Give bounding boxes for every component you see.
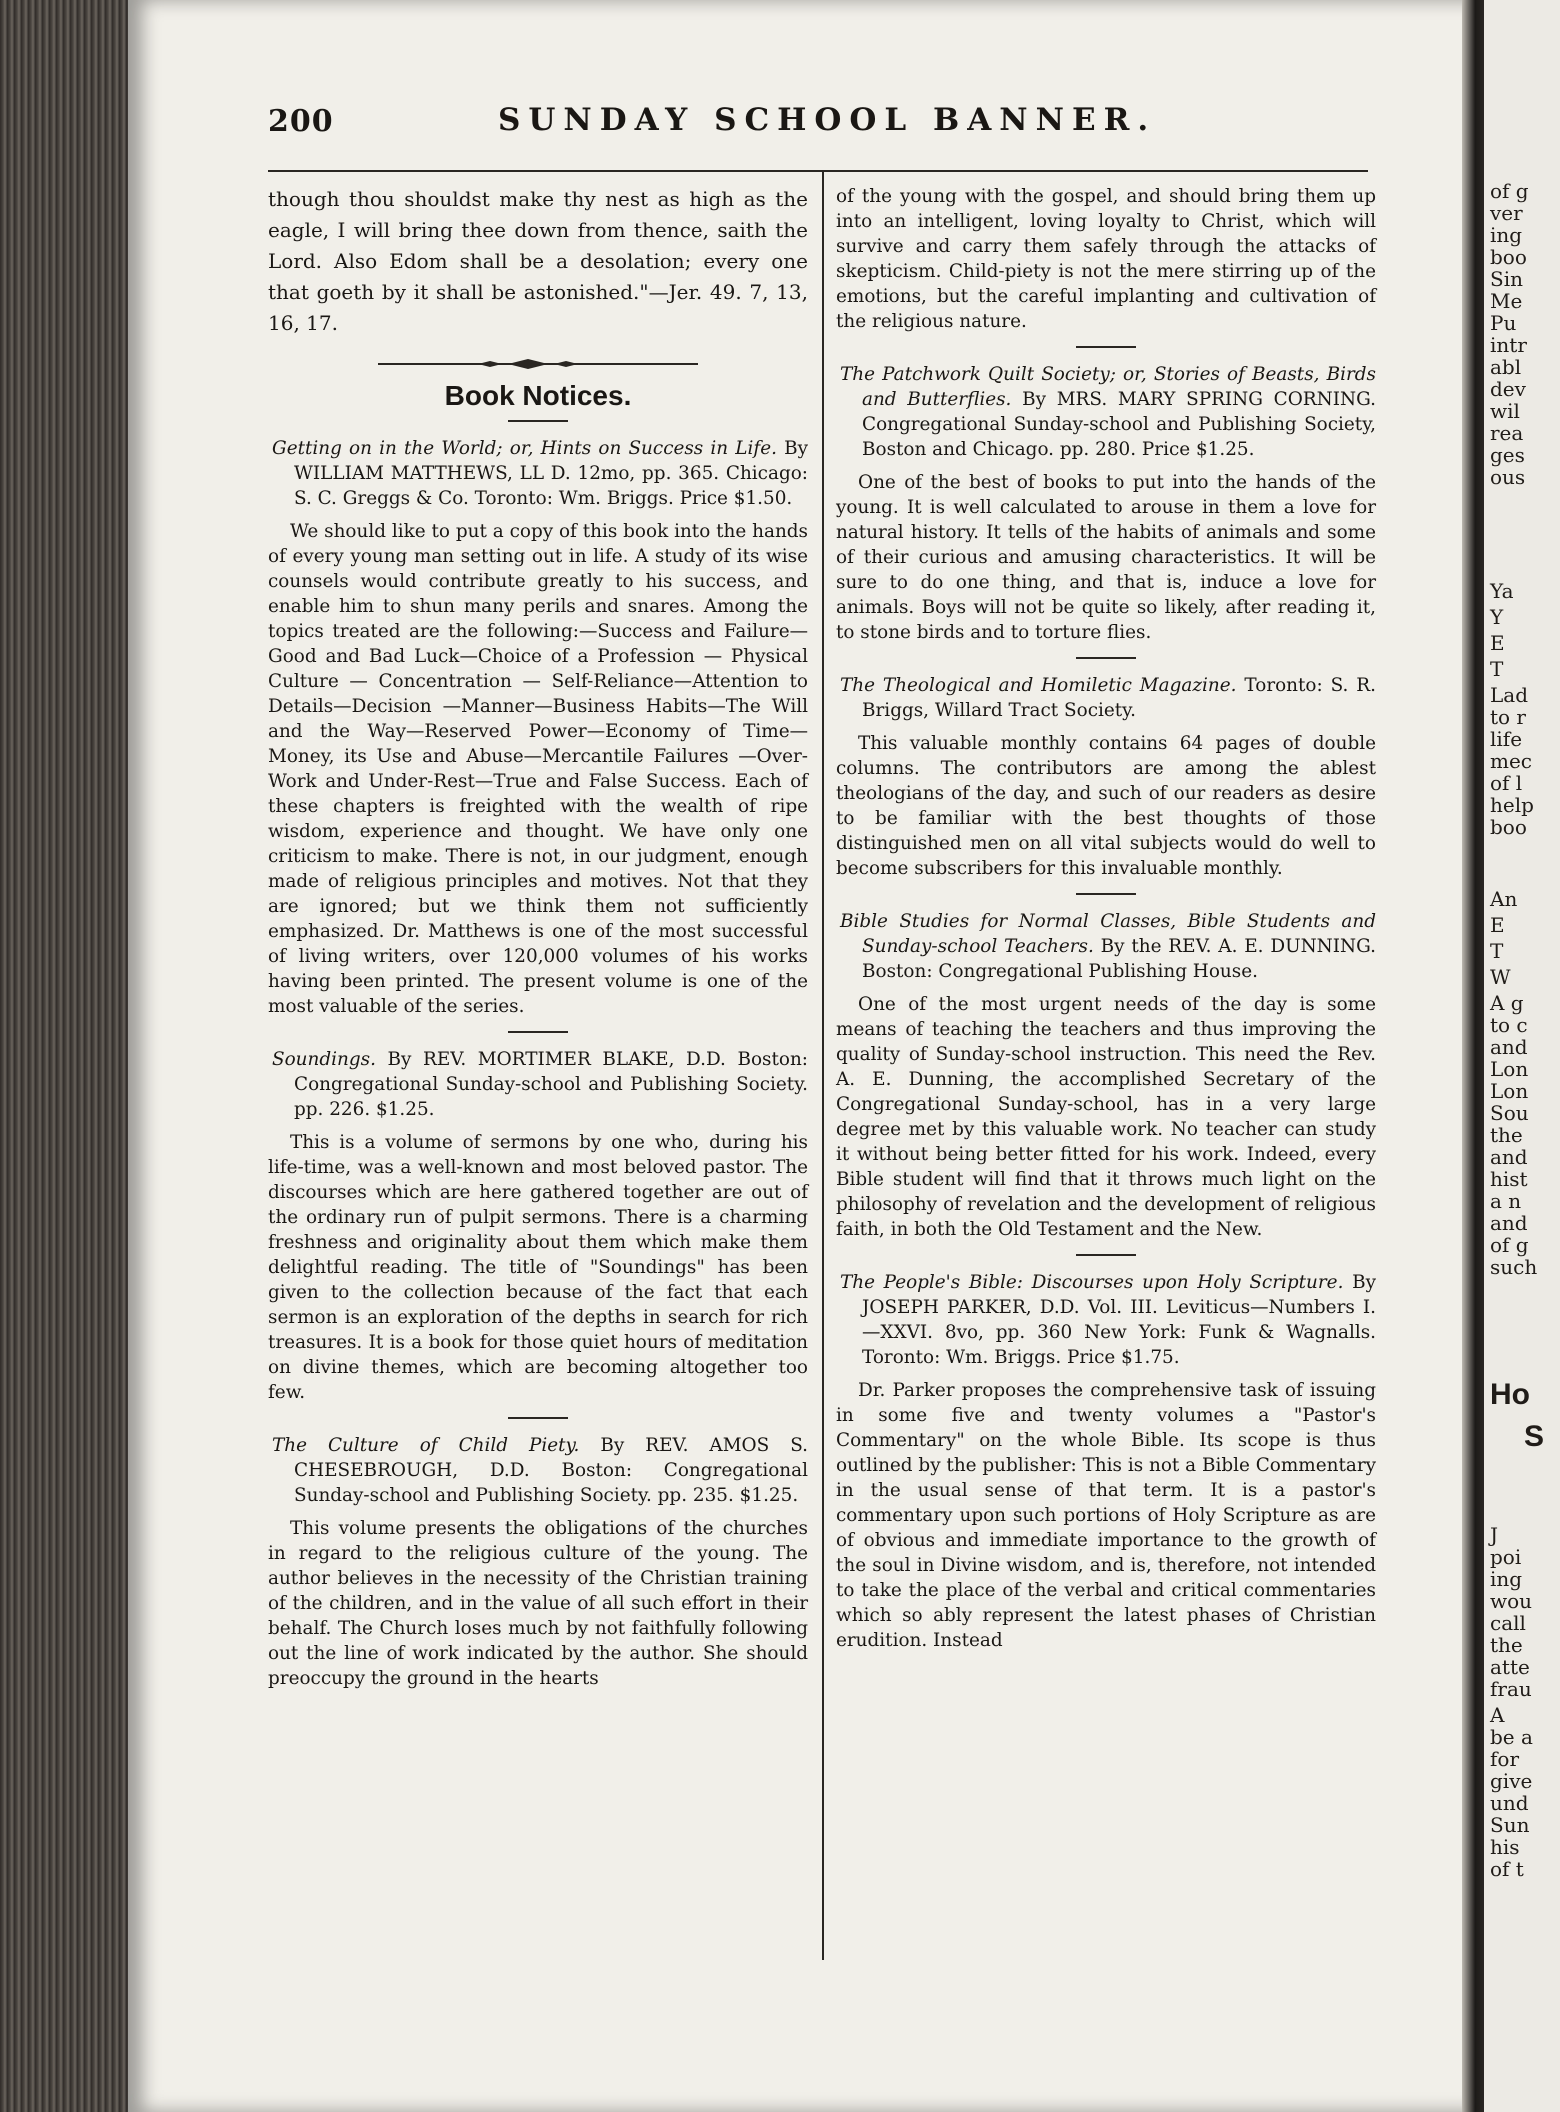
short-rule — [1076, 657, 1136, 659]
facing-page-fragment: poi — [1490, 1545, 1522, 1569]
facing-page-fragment: Pu — [1490, 311, 1517, 335]
facing-page-fragment: Lad — [1490, 683, 1529, 707]
notice-title: Soundings. — [272, 1049, 376, 1070]
header-rule — [268, 170, 1368, 172]
notice-review: This is a volume of sermons by one who, during his life-time, was a well-known and most beloved pastor. The discourses which are here gathered together are out of the ordinary run of pulpit sermons. There is a charming freshness and originality about them which make them delightful reading. The title of "Soundings" has been given to the collection because of the fact that each sermon is an exploration of the depths in search for rich treasures. It is a book for those quiet hours of meditation on divine themes, which are becoming altogether too few. — [268, 1132, 808, 1403]
facing-page-fragment: Sun — [1490, 1813, 1530, 1837]
facing-page-fragment: life — [1490, 727, 1523, 751]
notice-citation — [268, 1433, 808, 1508]
facing-page-fragment: of l — [1490, 771, 1523, 795]
facing-page-fragment: Sou — [1490, 1101, 1529, 1125]
facing-page-fragment: E — [1490, 631, 1505, 655]
facing-page-fragment: wil — [1490, 399, 1520, 423]
notice-review: We should like to put a copy of this book into the hands of every young man setting out in life. A study of its wise counsels would contribute greatly to his success, and enable him to shun many perils and snares. Among the topics treated are the following:—Success and Failure—Good and Bad Luck—Choice of a Profession — Physical Culture — Concentration — Self-Reliance—Attention to Details—Decision —Manner—Business Habits—The Will and the Way—Reserved Power—Economy of Time—Money, its Use and Abuse—Mercantile Failures —Over-Work and Under-Rest—True and False Success. Each of these chapters is freighted with the wealth of ripe wisdom, experience and thought. We have only one criticism to make. There is not, in our judgment, enough made of religious principles and motives. Not that they are ignored; but we think them not sufficiently emphasized. Dr. Matthews is one of the most successful of living writers, over 120,000 volumes of his works having been printed. The present volume is one of the most valuable of the series. — [268, 521, 808, 1017]
facing-page-fragment: T — [1490, 939, 1504, 963]
facing-page-fragment: to r — [1490, 705, 1526, 729]
notice-details: By MRS. MARY SPRING CORNING. Congregational Sunday-school and Publishing Society, Boston and Chicago. pp. 280. Price $1.25. — [862, 389, 1376, 460]
facing-page-fragment: boo — [1490, 245, 1527, 269]
left-column — [268, 184, 808, 1693]
notice-citation — [836, 1270, 1376, 1370]
facing-page-fragment: of t — [1490, 1857, 1524, 1881]
facing-page-fragment: mec — [1490, 749, 1533, 773]
facing-page-fragment: ges — [1490, 443, 1525, 467]
short-rule — [508, 420, 568, 422]
notice-citation — [836, 362, 1376, 462]
facing-page-fragment: such — [1490, 1255, 1538, 1279]
facing-page-fragment: Me — [1490, 289, 1523, 313]
notice-title: The Culture of Child Piety. — [272, 1435, 580, 1456]
notice-title: Bible Studies for Normal Classes, Bible Students and Sunday-school Teachers. — [840, 911, 1376, 957]
facing-page-fragment: ous — [1490, 465, 1526, 489]
section-title: Book Notices. — [444, 380, 632, 411]
facing-page-fragment: rea — [1490, 421, 1524, 445]
facing-page-fragment: atte — [1490, 1655, 1530, 1679]
facing-page-fragment: T — [1490, 657, 1504, 681]
facing-page-fragment: ing — [1490, 1567, 1523, 1591]
facing-page-fragment: E — [1490, 913, 1505, 937]
facing-page-fragment: and — [1490, 1211, 1528, 1235]
facing-page-fragment: Y — [1490, 605, 1504, 629]
short-rule — [1076, 346, 1136, 348]
notice-details: By REV. MORTIMER BLAKE, D.D. Boston: Congregational Sunday-school and Publishing Society. pp. 226. $1.25. — [294, 1049, 808, 1120]
short-rule — [1076, 1254, 1136, 1256]
page-number: 200 — [268, 104, 334, 139]
facing-page-edge — [1484, 0, 1560, 2112]
notice-review: One of the most urgent needs of the day is some means of teaching the teachers and thus improving the quality of Sunday-school instruction. This need the Rev. A. E. Dunning, the accomplished Secretary of the Congregational Sunday-school, has in a very large degree met by this valuable work. No teacher can study it without being better fitted for his work. Indeed, every Bible student will find that it throws much light on the philosophy of revelation and the development of religious faith, in both the Old Testament and the New. — [836, 994, 1376, 1240]
notice-title: The Theological and Homiletic Magazine. — [840, 675, 1237, 696]
facing-page-fragment: for — [1490, 1747, 1520, 1771]
page-header — [268, 104, 1168, 154]
notice-citation — [836, 673, 1376, 723]
facing-page-fragment: Ya — [1490, 579, 1514, 603]
notice-details: By JOSEPH PARKER, D.D. Vol. III. Leviticus—Numbers I.—XXVI. 8vo, pp. 360 New York: Funk & Wagnalls. Toronto: Wm. Briggs. Price $1.75. — [862, 1272, 1376, 1368]
right-column — [836, 184, 1376, 1655]
notice-review: This valuable monthly contains 64 pages of double columns. The contributors are among the ablest theologians of the day, and such of our readers as desire to be familiar with the best thoughts of those distinguished men on all vital subjects would do well to become subscribers for this invaluable monthly. — [836, 733, 1376, 879]
facing-page-fragment: his — [1490, 1835, 1520, 1859]
facing-page-fragment: a n — [1490, 1189, 1522, 1213]
running-title: SUNDAY SCHOOL BANNER. — [498, 102, 1157, 138]
facing-page-fragment: and — [1490, 1145, 1528, 1169]
notice-citation — [268, 436, 808, 511]
review-continuation: of the young with the gospel, and should bring them up into an intelligent, loving loyalty to Christ, which will survive and carry them safely through the attacks of skepticism. Child-piety is not the mere stirring up of the emotions, but the careful implanting and cultivation of the religious nature. — [836, 186, 1376, 332]
notice-details: By REV. AMOS S. CHESEBROUGH, D.D. Boston: Congregational Sunday-school and Publishing Society. pp. 235. $1.25. — [294, 1435, 808, 1506]
facing-page-fragment: Lon — [1490, 1079, 1529, 1103]
facing-page-fragment: S — [1524, 1420, 1545, 1453]
notice-review: This volume presents the obligations of the churches in regard to the religious culture of the young. The author believes in the necessity of the Christian training of the children, and in the value of all such effort in their behalf. The Church loses much by not faithfully following out the line of work indicated by the author. She should preoccupy the ground in the hearts — [268, 1518, 808, 1689]
facing-page-fragment: the — [1490, 1633, 1523, 1657]
facing-page-fragment: Lon — [1490, 1057, 1529, 1081]
scripture-ending: though thou shouldst make thy nest as high as the eagle, I will bring thee down from thence, saith the Lord. Also Edom shall be a desolation; every one that goeth by it shall be astonished."—Jer. 49. 7, 13, 16, 17. — [268, 187, 808, 335]
notice-details: By the REV. A. E. DUNNING. Boston: Congregational Publishing House. — [862, 936, 1376, 982]
facing-page-fragment: A — [1490, 1703, 1505, 1727]
facing-page-fragment: W — [1490, 965, 1511, 989]
notice-citation — [836, 909, 1376, 984]
facing-page-fragment: intr — [1490, 333, 1527, 357]
notice-details: By WILLIAM MATTHEWS, LL D. 12mo, pp. 365. Chicago: S. C. Greggs & Co. Toronto: Wm. Briggs. Price $1.50. — [294, 438, 808, 509]
facing-page-fragment: wou — [1490, 1589, 1533, 1613]
short-rule — [1076, 893, 1136, 895]
facing-page-fragment: boo — [1490, 815, 1527, 839]
short-rule — [508, 1417, 568, 1419]
facing-page-fragment: of g — [1490, 1233, 1529, 1257]
short-rule — [508, 1031, 568, 1033]
facing-page-fragment: help — [1490, 793, 1534, 817]
facing-page-fragment: frau — [1490, 1677, 1532, 1701]
facing-page-fragment: ver — [1490, 201, 1523, 225]
notice-review: Dr. Parker proposes the comprehensive task of issuing in some five and twenty volumes a "Pastor's Commentary" on the whole Bible. Its scope is thus outlined by the publisher: This is not a Bible Commentary in the usual sense of that term. It is a pastor's commentary upon such portions of Holy Scripture as are of obvious and immediate importance to the growth of the soul in Divine wisdom, and is, therefore, not intended to take the place of the verbal and critical commentaries which so ably represent the latest phases of Christian erudition. Instead — [836, 1380, 1377, 1651]
notice-review: One of the best of books to put into the hands of the young. It is well calculated to arouse in them a love for natural history. It tells of the habits of animals and some of their curious and amusing characteristics. It will be sure to do one thing, and that is, induce a love for animals. Boys will not be quite so likely, after reading it, to stone birds and to torture flies. — [836, 472, 1376, 643]
facing-page-fragment: A g — [1490, 991, 1524, 1015]
notice-title: Getting on in the World; or, Hints on Success in Life. — [272, 438, 777, 459]
facing-page-fragment: give — [1490, 1769, 1533, 1793]
ornamental-divider — [378, 357, 698, 371]
facing-page-fragment: und — [1490, 1791, 1529, 1815]
facing-page-fragment: Ho — [1490, 1378, 1530, 1411]
facing-page-fragment: call — [1490, 1611, 1526, 1635]
notice-details: Toronto: S. R. Briggs, Willard Tract Society. — [862, 675, 1376, 721]
page-gutter — [1462, 0, 1484, 2112]
facing-page-fragment: abl — [1490, 355, 1522, 379]
facing-page-fragment: of g — [1490, 179, 1529, 203]
facing-page-fragment: to c — [1490, 1013, 1528, 1037]
facing-page-fragment: ing — [1490, 223, 1523, 247]
facing-page-fragment: J — [1490, 1523, 1499, 1547]
facing-page-fragment: hist — [1490, 1167, 1528, 1191]
facing-page-fragment: An — [1490, 887, 1518, 911]
notice-title: The People's Bible: Discourses upon Holy Scripture. — [840, 1272, 1344, 1293]
column-rule — [822, 170, 824, 1960]
facing-page-fragment: be a — [1490, 1725, 1533, 1749]
facing-page-fragment: dev — [1490, 377, 1526, 401]
book-binding-edge — [0, 0, 130, 2112]
facing-page-fragment: and — [1490, 1035, 1528, 1059]
notice-title: The Patchwork Quilt Society; or, Stories of Beasts, Birds and Butterflies. — [840, 364, 1376, 410]
facing-page-fragment: the — [1490, 1123, 1523, 1147]
notice-citation — [268, 1047, 808, 1122]
facing-page-fragment: Sin — [1490, 267, 1523, 291]
